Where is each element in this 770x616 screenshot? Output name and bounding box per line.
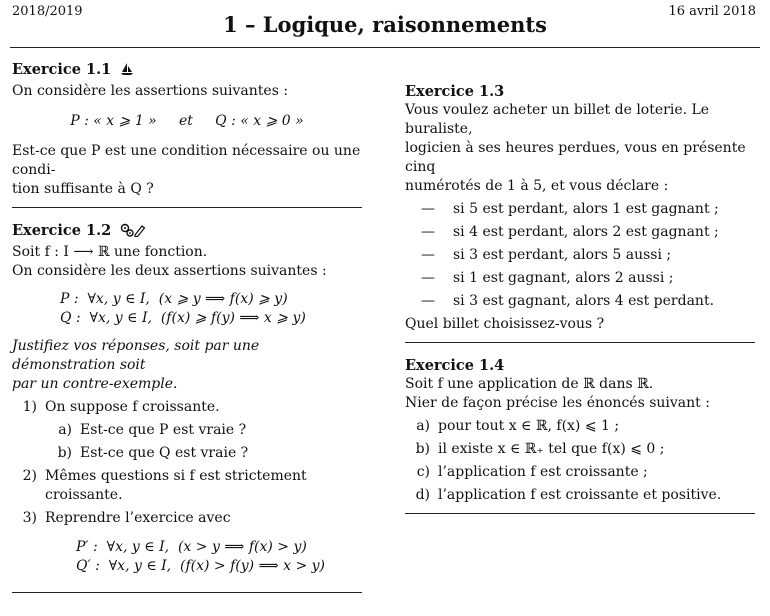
item-text: si 1 est gagnant, alors 2 aussi ; bbox=[453, 270, 674, 286]
intro-line: numérotés de 1 à 5, et vous déclare : bbox=[405, 178, 669, 194]
list-item bbox=[405, 417, 755, 436]
item-text: l’application f est croissante ; bbox=[438, 464, 648, 480]
item-text: Est-ce que Q est vraie ? bbox=[80, 445, 249, 461]
exercise-1-2 bbox=[12, 221, 362, 593]
sailboat-icon bbox=[120, 62, 134, 82]
right-column bbox=[405, 82, 755, 514]
intro-line: logicien à ses heures perdues, vous en présente cinq bbox=[405, 140, 746, 175]
list-item bbox=[12, 509, 362, 528]
item-text: l’application f est croissante et positive. bbox=[438, 487, 722, 503]
formula-q: Q : ∀x, y ∈ I, (f(x) ⩾ f(y) ⟹ x ⩾ y) bbox=[60, 310, 306, 326]
definition-line: Soit f : I ⟶ ℝ une fonction. bbox=[12, 244, 208, 260]
question-line: Quel billet choisissez-vous ? bbox=[405, 316, 605, 332]
formula-p-prime: P′ : ∀x, y ∈ I, (x > y ⟹ f(x) > y) bbox=[76, 539, 307, 555]
question-line: Est-ce que P est une condition nécessaire ou une condi- bbox=[12, 143, 361, 178]
dash-marker: — bbox=[421, 270, 435, 286]
list-item bbox=[421, 269, 755, 288]
dash-marker: — bbox=[421, 201, 435, 217]
list-item bbox=[421, 246, 755, 265]
item-text: Est-ce que P est vraie ? bbox=[80, 422, 247, 438]
item-text: si 4 est perdant, alors 2 est gagnant ; bbox=[453, 224, 719, 240]
item-label: b) bbox=[57, 445, 72, 461]
list-item bbox=[405, 463, 755, 482]
item-text: si 3 est gagnant, alors 4 est perdant. bbox=[453, 293, 715, 309]
instruction-line: par un contre-exemple. bbox=[12, 376, 178, 392]
list-item bbox=[405, 440, 755, 459]
item-label: a) bbox=[58, 422, 72, 438]
left-column bbox=[12, 60, 362, 593]
item-label: 2) bbox=[22, 468, 37, 484]
formulas-pq bbox=[60, 290, 362, 328]
definition-line: On considère les deux assertions suivantes : bbox=[12, 263, 327, 279]
divider bbox=[405, 513, 755, 514]
item-label: 3) bbox=[22, 510, 37, 526]
item-label: c) bbox=[416, 464, 430, 480]
item-text: Mêmes questions si f est strictement croissante. bbox=[45, 468, 307, 503]
list-item bbox=[12, 398, 362, 417]
list-item bbox=[421, 200, 755, 219]
item-label: a) bbox=[416, 418, 430, 434]
dash-marker: — bbox=[421, 224, 435, 240]
dash-marker: — bbox=[421, 247, 435, 263]
intro-line: Vous voulez acheter un billet de loterie. Le buraliste, bbox=[405, 102, 710, 137]
divider bbox=[12, 592, 362, 593]
exercise-title: Exercice 1.2 bbox=[12, 222, 112, 239]
item-text: il existe x ∈ ℝ₊ tel que f(x) ⩽ 0 ; bbox=[438, 441, 665, 457]
item-label: b) bbox=[415, 441, 430, 457]
item-text: si 5 est perdant, alors 1 est gagnant ; bbox=[453, 201, 719, 217]
item-text: si 3 est perdant, alors 5 aussi ; bbox=[453, 247, 672, 263]
exercise-title: Exercice 1.3 bbox=[405, 83, 505, 100]
header-rule bbox=[10, 47, 760, 48]
list-item bbox=[12, 444, 362, 463]
formula: P : « x ⩾ 1 » et Q : « x ⩾ 0 » bbox=[70, 113, 304, 129]
item-text: On suppose f croissante. bbox=[45, 399, 220, 415]
dash-marker: — bbox=[421, 293, 435, 309]
page-title: 1 – Logique, raisonnements bbox=[223, 12, 547, 37]
item-label: d) bbox=[415, 487, 430, 503]
school-year: 2018/2019 bbox=[12, 4, 83, 19]
list-item bbox=[12, 421, 362, 440]
item-label: 1) bbox=[22, 399, 37, 415]
formula-q-prime: Q′ : ∀x, y ∈ I, (f(x) > f(y) ⟹ x > y) bbox=[76, 558, 325, 574]
definition-line: Soit f une application de ℝ dans ℝ. bbox=[405, 376, 654, 392]
definition-line: Nier de façon précise les énoncés suivant : bbox=[405, 395, 710, 411]
formula-p: P : ∀x, y ∈ I, (x ⩾ y ⟹ f(x) ⩾ y) bbox=[60, 291, 288, 307]
date: 16 avril 2018 bbox=[668, 4, 756, 19]
instruction-line: Justifiez vos réponses, soit par une démonstration soit bbox=[12, 338, 260, 373]
list-item bbox=[405, 486, 755, 505]
exercise-title: Exercice 1.1 bbox=[12, 61, 112, 78]
exercise-1-3 bbox=[405, 82, 755, 343]
formulas-pq-prime bbox=[76, 538, 362, 576]
exercise-title: Exercice 1.4 bbox=[405, 357, 505, 374]
question-line: tion suffisante à Q ? bbox=[12, 181, 154, 197]
item-text: Reprendre l’exercice avec bbox=[45, 510, 231, 526]
intro-text: On considère les assertions suivantes : bbox=[12, 83, 289, 99]
exercise-1-4 bbox=[405, 356, 755, 514]
list-item bbox=[421, 292, 755, 311]
list-item bbox=[421, 223, 755, 242]
list-item bbox=[12, 467, 362, 505]
gears-pencil-icon bbox=[120, 223, 146, 243]
exercise-1-1 bbox=[12, 60, 362, 208]
item-text: pour tout x ∈ ℝ, f(x) ⩽ 1 ; bbox=[438, 418, 620, 434]
